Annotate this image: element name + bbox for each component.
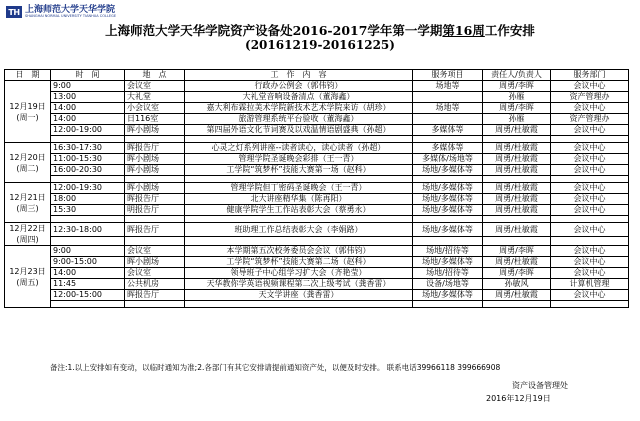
cell-place: 晖报告厅 [125, 290, 185, 301]
cell-person: 周勇/杜敏霞 [483, 223, 551, 237]
table-row [5, 279, 629, 290]
empty-cell [483, 237, 551, 246]
table-row [5, 194, 629, 205]
empty-cell [413, 237, 483, 246]
cell-time: 9:00 [51, 81, 125, 92]
cell-person: 周勇/杜敏霞 [483, 257, 551, 268]
cell-dept: 会议中心 [551, 223, 629, 237]
table-row [5, 81, 629, 92]
cell-dept: 会议中心 [551, 103, 629, 114]
schedule-table [4, 69, 629, 308]
day-separator-row [5, 176, 629, 183]
date-range: (20161219-20161225) [245, 38, 395, 52]
cell-service: 场地/多媒体等 [413, 290, 483, 301]
cell-time: 11:00-15:30 [51, 154, 125, 165]
header-date: 日 期 [5, 70, 51, 81]
cell-service: 场地/多媒体等 [413, 194, 483, 205]
cell-content: 管理学院圣诞晚会彩排（王一青） [185, 154, 413, 165]
empty-cell [413, 216, 483, 223]
table-row [5, 114, 629, 125]
cell-time: 14:00 [51, 268, 125, 279]
empty-cell [185, 237, 413, 246]
cell-content: 大礼堂音响设备清点（董海鑫） [185, 92, 413, 103]
table-row [5, 205, 629, 216]
empty-cell [51, 301, 125, 308]
empty-cell [125, 237, 185, 246]
cell-service: 多媒体等 [413, 125, 483, 136]
empty-cell [483, 176, 551, 183]
empty-cell [125, 176, 185, 183]
cell-dept: 会议中心 [551, 143, 629, 154]
cell-content: 本学期第五次校务委员会会议（郭伟钧） [185, 246, 413, 257]
header-place: 地 点 [125, 70, 185, 81]
cell-content: 工学院“筑梦杯”技能大赛第二场（赵科） [185, 257, 413, 268]
cell-time: 9:00 [51, 246, 125, 257]
schedule-body [5, 81, 629, 308]
logo-mark: TH [6, 6, 22, 18]
empty-cell [185, 176, 413, 183]
cell-time: 9:00-15:00 [51, 257, 125, 268]
cell-place: 小会议室 [125, 103, 185, 114]
cell-person: 周勇/杜敏霞 [483, 183, 551, 194]
cell-person: 周勇/李晖 [483, 268, 551, 279]
logo-chinese-name: 上海师范大学天华学院 [25, 4, 116, 15]
empty-cell [185, 301, 413, 308]
cell-place: 晖小剧场 [125, 165, 185, 176]
cell-service: 场地/招待等 [413, 246, 483, 257]
table-row [5, 223, 629, 237]
cell-content: 心灵之灯系列讲座--读者读心，读心读者（孙超） [185, 143, 413, 154]
cell-date: 12月20日(周二) [5, 143, 51, 183]
table-row [5, 183, 629, 194]
cell-person: 周勇/杜敏霞 [483, 165, 551, 176]
cell-service: 场地/多媒体等 [413, 223, 483, 237]
cell-place: 会议室 [125, 81, 185, 92]
cell-service: 场地/多媒体等 [413, 257, 483, 268]
cell-time: 11:45 [51, 279, 125, 290]
cell-time: 12:30-18:00 [51, 223, 125, 237]
cell-dept: 会议中心 [551, 125, 629, 136]
cell-content: 嘉大利布霖拉美术学院新技术艺术学院来访（胡珍） [185, 103, 413, 114]
cell-place: 公共机房 [125, 279, 185, 290]
cell-place: 晖小剧场 [125, 257, 185, 268]
cell-dept: 会议中心 [551, 165, 629, 176]
empty-cell [413, 176, 483, 183]
header-dept: 服务部门 [551, 70, 629, 81]
page-title [0, 21, 640, 39]
cell-service: 场地等 [413, 81, 483, 92]
cell-service [413, 114, 483, 125]
cell-person: 周勇/杜敏霞 [483, 205, 551, 216]
cell-time: 12:00-15:00 [51, 290, 125, 301]
cell-content: 班助理工作总结表彰大会（李娟路） [185, 223, 413, 237]
empty-cell [483, 136, 551, 143]
issue-date: 2016年12月19日 [486, 394, 551, 403]
cell-person: 周勇/杜敏霞 [483, 194, 551, 205]
empty-cell [125, 136, 185, 143]
table-row [5, 92, 629, 103]
cell-time: 18:00 [51, 194, 125, 205]
cell-person: 周勇/李晖 [483, 81, 551, 92]
cell-time: 14:00 [51, 114, 125, 125]
cell-dept: 计算机管理 [551, 279, 629, 290]
cell-service: 多媒体等 [413, 143, 483, 154]
day-separator-row [5, 136, 629, 143]
empty-cell [551, 301, 629, 308]
cell-time: 13:00 [51, 92, 125, 103]
empty-cell [125, 301, 185, 308]
table-row [5, 154, 629, 165]
cell-person: 孙敏风 [483, 279, 551, 290]
cell-content: 健康学院学生工作站表彰大会（蔡勇永） [185, 205, 413, 216]
day-separator-row [5, 237, 629, 246]
title-prefix: 上海师范大学天华学院资产设备处2016-2017学年第一学期 [105, 23, 443, 38]
cell-place: 晖小剧场 [125, 183, 185, 194]
cell-time: 15:30 [51, 205, 125, 216]
cell-service: 多媒体/场地等 [413, 154, 483, 165]
cell-place: 明报告厅 [125, 205, 185, 216]
cell-dept: 会议中心 [551, 205, 629, 216]
logo-english-name: SHANGHAI NORMAL UNIVERSITY TIANHUA COLLEGE [25, 13, 117, 18]
cell-date: 12月21日(周三) [5, 183, 51, 223]
empty-cell [483, 301, 551, 308]
empty-cell [413, 301, 483, 308]
cell-dept: 会议中心 [551, 154, 629, 165]
empty-cell [125, 216, 185, 223]
cell-content: 管理学院但丁密码圣诞晚会（王一青） [185, 183, 413, 194]
cell-place: 晖报告厅 [125, 143, 185, 154]
cell-dept: 会议中心 [551, 290, 629, 301]
college-logo [6, 3, 116, 21]
empty-cell [483, 216, 551, 223]
cell-person: 周勇/李晖 [483, 103, 551, 114]
table-row [5, 268, 629, 279]
cell-dept: 资产管理办 [551, 114, 629, 125]
cell-place: 会议室 [125, 246, 185, 257]
cell-service: 场地/多媒体等 [413, 205, 483, 216]
cell-service: 场地/招待等 [413, 268, 483, 279]
table-row [5, 165, 629, 176]
cell-person: 周勇/李晖 [483, 246, 551, 257]
cell-content: 行政办公例会（郭伟钧） [185, 81, 413, 92]
cell-time: 12:00-19:00 [51, 125, 125, 136]
cell-content: 天华教你学英语视频课程第二次上级考试（龚香雷） [185, 279, 413, 290]
empty-cell [551, 136, 629, 143]
cell-place: 日116室 [125, 114, 185, 125]
cell-service: 场地/多媒体等 [413, 183, 483, 194]
cell-place: 会议室 [125, 268, 185, 279]
day-separator-row [5, 216, 629, 223]
cell-service: 场地等 [413, 103, 483, 114]
table-row [5, 257, 629, 268]
cell-content: 北大讲座精华集（陈再阳） [185, 194, 413, 205]
cell-time: 16:30-17:30 [51, 143, 125, 154]
cell-person: 周勇/杜敏霞 [483, 143, 551, 154]
cell-person: 周勇/杜敏霞 [483, 290, 551, 301]
cell-time: 12:00-19:30 [51, 183, 125, 194]
day-separator-row [5, 301, 629, 308]
cell-date: 12月19日(周一) [5, 81, 51, 143]
cell-place: 晖报告厅 [125, 223, 185, 237]
cell-person: 周勇/杜敏霞 [483, 154, 551, 165]
cell-service: 设备/场地等 [413, 279, 483, 290]
cell-service: 场地/多媒体等 [413, 165, 483, 176]
empty-cell [551, 237, 629, 246]
footer-note: 备注:1.以上安排如有变动，以临时通知为准;2.各部门有其它安排请提前通知资产处，以便及时安排。 联系电话39966118 399666908 [50, 363, 501, 372]
table-row [5, 103, 629, 114]
cell-date: 12月22日(周四) [5, 223, 51, 246]
empty-cell [185, 136, 413, 143]
cell-dept: 会议中心 [551, 268, 629, 279]
empty-cell [51, 237, 125, 246]
header-content: 工 作 内 容 [185, 70, 413, 81]
cell-place: 晖小剧场 [125, 125, 185, 136]
cell-content: 天文学讲座（龚香雷） [185, 290, 413, 301]
cell-dept: 会议中心 [551, 183, 629, 194]
cell-service [413, 92, 483, 103]
cell-place: 晖报告厅 [125, 194, 185, 205]
cell-content: 旅游管理系统平台验收（董海鑫） [185, 114, 413, 125]
cell-person: 孙雁 [483, 114, 551, 125]
title-week: 第16周 [442, 23, 485, 38]
empty-cell [413, 136, 483, 143]
cell-dept: 会议中心 [551, 246, 629, 257]
cell-date: 12月23日(周五) [5, 246, 51, 308]
cell-content: 工学院“筑梦杯”技能大赛第一场（赵科） [185, 165, 413, 176]
empty-cell [51, 176, 125, 183]
header-time: 时 间 [51, 70, 125, 81]
cell-time: 16:00-20:30 [51, 165, 125, 176]
cell-content: 领导班子中心组学习扩大会（齐艳莹） [185, 268, 413, 279]
cell-place: 晖小剧场 [125, 154, 185, 165]
header-row [5, 70, 629, 81]
cell-time: 14:00 [51, 103, 125, 114]
title-suffix: 工作安排 [484, 23, 535, 38]
cell-dept: 会议中心 [551, 257, 629, 268]
table-row [5, 125, 629, 136]
empty-cell [551, 176, 629, 183]
cell-dept: 会议中心 [551, 81, 629, 92]
header-service: 服务项目 [413, 70, 483, 81]
table-row [5, 246, 629, 257]
empty-cell [185, 216, 413, 223]
empty-cell [551, 216, 629, 223]
cell-dept: 会议中心 [551, 194, 629, 205]
cell-person: 周勇/杜敏霞 [483, 125, 551, 136]
cell-content: 第四届外语文化节词赛及以戏温情语剧盛典（孙超） [185, 125, 413, 136]
empty-cell [51, 216, 125, 223]
issuing-office: 资产设备管理处 [512, 381, 568, 390]
table-row [5, 143, 629, 154]
cell-person: 孙雁 [483, 92, 551, 103]
header-person: 责任人/负责人 [483, 70, 551, 81]
empty-cell [51, 136, 125, 143]
cell-place: 大礼堂 [125, 92, 185, 103]
table-row [5, 290, 629, 301]
cell-dept: 资产管理办 [551, 92, 629, 103]
